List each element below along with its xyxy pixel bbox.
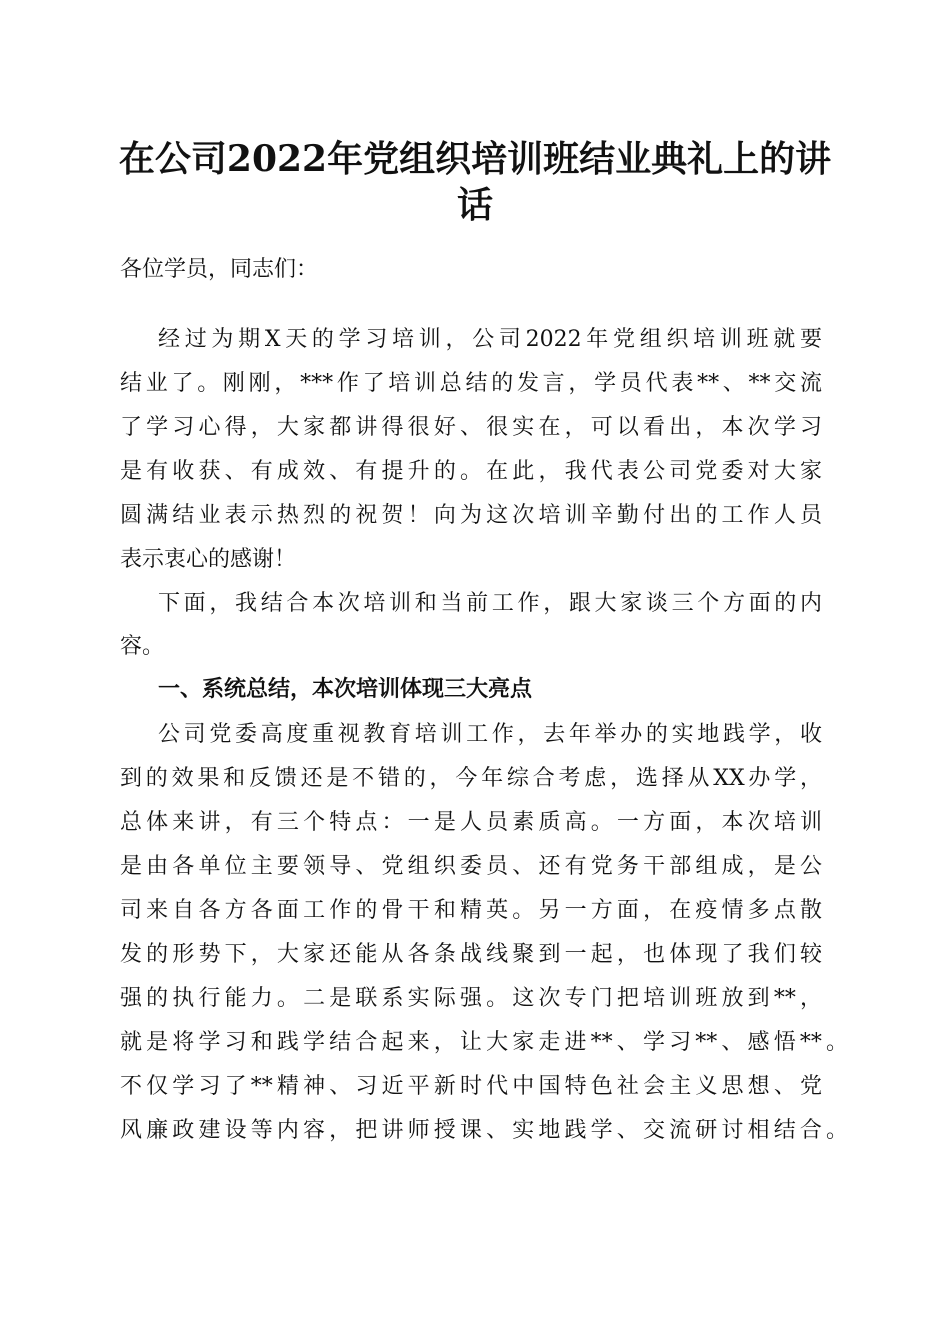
paragraph-line: 司来自各方各面工作的骨干和精英。另一方面，在疫情多点散 (120, 898, 822, 923)
paragraph-line: 总体来讲，有三个特点：一是人员素质高。一方面，本次培训 (120, 810, 822, 835)
paragraph-line: 结业了。刚刚，***作了培训总结的发言，学员代表**、**交流 (120, 371, 822, 396)
paragraph-line: 公司党委高度重视教育培训工作，去年举办的实地践学，收 (158, 722, 822, 747)
section-heading: 一、系统总结，本次培训体现三大亮点 (158, 677, 533, 702)
paragraph-line: 发的形势下，大家还能从各条战线聚到一起，也体现了我们较 (120, 942, 822, 967)
greeting: 各位学员，同志们： (120, 257, 319, 282)
paragraph-line: 容。 (120, 634, 165, 659)
paragraph-line: 是有收获、有成效、有提升的。在此，我代表公司党委对大家 (120, 459, 822, 484)
paragraph-line: 就是将学习和践学结合起来，让大家走进**、学习**、感悟**。 (120, 1030, 848, 1055)
title-line: 话 (456, 184, 493, 226)
paragraph-line: 了学习心得，大家都讲得很好、很实在，可以看出，本次学习 (120, 415, 822, 440)
paragraph-line: 风廉政建设等内容，把讲师授课、实地践学、交流研讨相结合。 (120, 1118, 848, 1143)
title-line: 在公司2022年党组织培训班结业典礼上的讲 (118, 138, 832, 180)
paragraph-line: 是由各单位主要领导、党组织委员、还有党务干部组成，是公 (120, 854, 822, 879)
paragraph-line: 表示衷心的感谢！ (120, 547, 297, 572)
paragraph-line: 到的效果和反馈还是不错的，今年综合考虑，选择从XX办学， (120, 766, 822, 791)
paragraph-line: 圆满结业表示热烈的祝贺！向为这次培训辛勤付出的工作人员 (120, 503, 822, 528)
paragraph-line: 强的执行能力。二是联系实际强。这次专门把培训班放到**， (120, 986, 822, 1011)
paragraph-line: 经过为期X天的学习培训，公司2022年党组织培训班就要 (158, 327, 822, 352)
document-title (100, 136, 850, 228)
paragraph-line: 下面，我结合本次培训和当前工作，跟大家谈三个方面的内 (158, 591, 822, 616)
paragraph-line: 不仅学习了**精神、习近平新时代中国特色社会主义思想、党 (120, 1074, 822, 1099)
